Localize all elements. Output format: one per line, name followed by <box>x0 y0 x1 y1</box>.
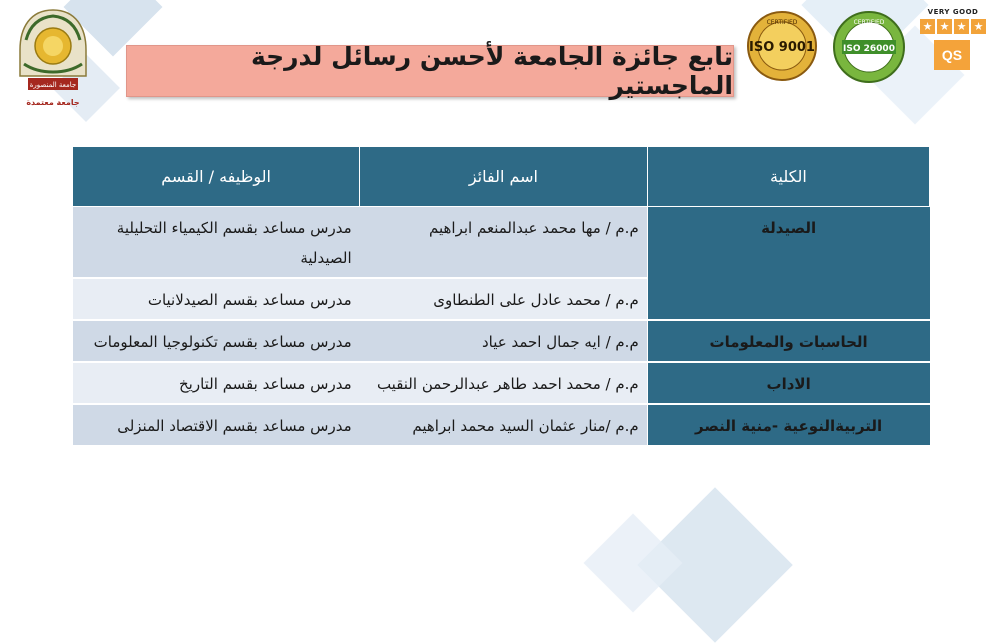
table-row <box>73 404 930 446</box>
star-icon: ★ <box>920 19 935 34</box>
college-cell: الصيدلة <box>647 207 929 321</box>
star-icon: ★ <box>937 19 952 34</box>
star-icon: ★ <box>954 19 969 34</box>
iso-26000-label: ISO 26000 <box>843 44 895 54</box>
iso-26000-ring-text: CERTIFIED <box>853 19 885 26</box>
header-college: الكلية <box>647 147 929 207</box>
winners-table <box>72 146 930 447</box>
logo-accredited-text: جامعة معتمدة <box>26 98 80 107</box>
table-row <box>73 207 930 279</box>
college-cell: الاداب <box>647 362 929 404</box>
winner-name: م.م / محمد عادل على الطنطاوى <box>360 278 648 320</box>
logo-university-text: جامعة المنصورة <box>29 81 77 89</box>
winner-job: مدرس مساعد بقسم الكيمياء التحليلية الصيدلية <box>73 207 360 279</box>
qs-rating-badge <box>914 8 992 92</box>
college-cell: التربيةالنوعية -منية النصر <box>647 404 929 446</box>
page-title-box <box>126 42 734 100</box>
star-rating <box>914 19 992 34</box>
page-title: تابع جائزة الجامعة لأحسن رسائل لدرجة الماجستير <box>250 42 733 100</box>
iso-9001-badge <box>746 10 818 82</box>
header-job: الوظيفه / القسم <box>73 147 360 207</box>
iso-26000-badge <box>832 10 906 84</box>
university-logo <box>12 6 94 114</box>
winner-job: مدرس مساعد بقسم الصيدلانيات <box>73 278 360 320</box>
table-row <box>73 320 930 362</box>
table-header-row <box>73 147 930 207</box>
winner-job: مدرس مساعد بقسم تكنولوجيا المعلومات <box>73 320 360 362</box>
table-row <box>73 362 930 404</box>
winner-job: مدرس مساعد بقسم التاريخ <box>73 362 360 404</box>
qs-rating-text: VERY GOOD <box>927 8 979 16</box>
header-name: اسم الفائز <box>360 147 648 207</box>
star-icon: ★ <box>971 19 986 34</box>
iso-9001-ring-text: CERTIFIED <box>766 19 798 26</box>
winner-name: م.م /منار عثمان السيد محمد ابراهيم <box>360 404 648 446</box>
decor-diamond <box>584 514 683 613</box>
iso-9001-label: ISO 9001 <box>749 40 815 55</box>
winner-name: م.م / ايه جمال احمد عياد <box>360 320 648 362</box>
qs-logo: QS <box>934 40 970 70</box>
winner-name: م.م / مها محمد عبدالمنعم ابراهيم <box>360 207 648 279</box>
winner-job: مدرس مساعد بقسم الاقتصاد المنزلى <box>73 404 360 446</box>
winner-name: م.م / محمد احمد طاهر عبدالرحمن النقيب <box>360 362 648 404</box>
college-cell: الحاسبات والمعلومات <box>647 320 929 362</box>
